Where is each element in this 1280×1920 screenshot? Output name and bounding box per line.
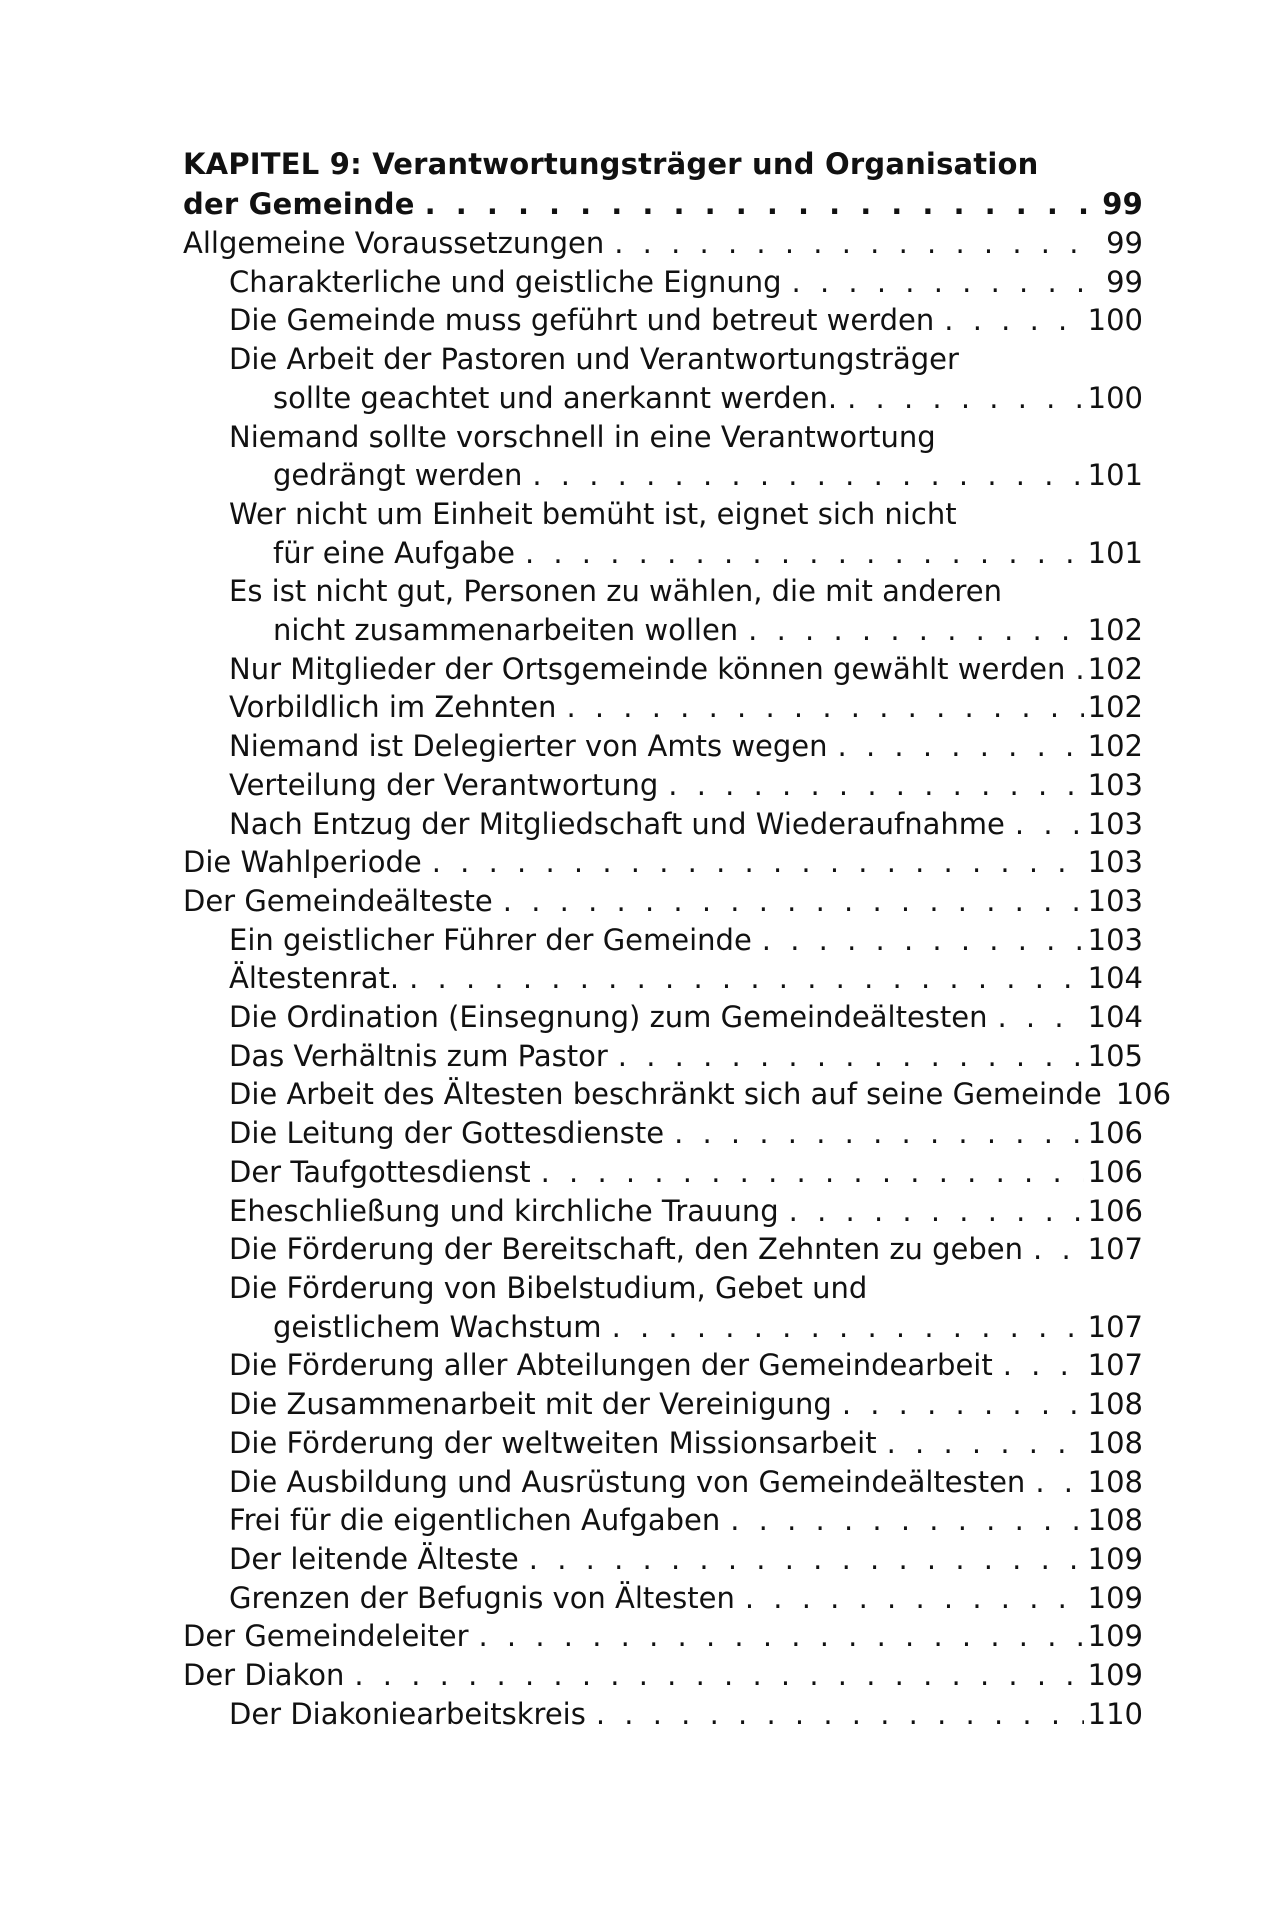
toc-entry-title: Das Verhältnis zum Pastor	[229, 1038, 608, 1073]
toc-entry[interactable]	[183, 998, 1143, 1037]
toc-entry-title-continued: geistlichem Wachstum	[273, 1309, 602, 1344]
toc-entry-page: 103	[1087, 767, 1143, 802]
toc-entry-page: 108	[1087, 1425, 1143, 1460]
dot-leader	[762, 921, 1084, 960]
toc-entry-line-2	[183, 534, 1143, 573]
dot-leader	[529, 1540, 1084, 1579]
dot-leader	[668, 766, 1083, 805]
toc-entry-title: Die Förderung von Bibelstudium, Gebet und	[229, 1270, 868, 1305]
dot-leader	[354, 1656, 1083, 1695]
toc-entry-title: Nur Mitglieder der Ortsgemeinde können gewählt werden	[229, 651, 1066, 686]
toc-entry-title: Niemand sollte vorschnell in eine Verantwortung	[229, 419, 936, 454]
toc-entry-line-2	[183, 1308, 1143, 1347]
toc-entry[interactable]	[183, 1463, 1143, 1502]
dot-leader	[838, 727, 1084, 766]
toc-entry-title: Verteilung der Verantwortung	[229, 767, 659, 802]
toc-entry-page: 103	[1087, 883, 1143, 918]
toc-entry-title: Grenzen der Befugnis von Ältesten	[229, 1580, 735, 1615]
toc-entry-page: 106	[1115, 1077, 1172, 1112]
toc-entry-title: Die Förderung der weltweiten Missionsarbeit	[229, 1425, 877, 1460]
toc-entry-title: Die Leitung der Gottesdienste	[229, 1116, 665, 1151]
toc-entry[interactable]	[183, 805, 1143, 844]
table-of-contents	[183, 144, 1172, 1733]
toc-entry-title-continued: sollte geachtet und anerkannt werden.	[273, 380, 838, 415]
toc-entry-line-1	[183, 495, 1143, 534]
toc-entry-title-continued: für eine Aufgabe	[273, 535, 515, 570]
toc-entry[interactable]	[183, 495, 1143, 572]
toc-entry[interactable]	[183, 1424, 1143, 1463]
toc-entry-title: Charakterliche und geistliche Eignung	[229, 264, 782, 299]
toc-entry[interactable]	[183, 766, 1143, 805]
dot-leader	[479, 1617, 1084, 1656]
dot-leader	[618, 1037, 1084, 1076]
toc-entry[interactable]	[183, 688, 1143, 727]
dot-leader	[1003, 1346, 1084, 1385]
dot-leader	[789, 1192, 1084, 1231]
dot-leader	[944, 301, 1083, 340]
toc-entry[interactable]	[183, 1153, 1143, 1192]
toc-entry-title: Die Ordination (Einsegnung) zum Gemeindeältesten	[229, 1000, 988, 1035]
toc-entry[interactable]	[183, 1385, 1143, 1424]
toc-entry-title: Es ist nicht gut, Personen zu wählen, die mit anderen	[229, 574, 1002, 609]
toc-entry[interactable]	[183, 263, 1143, 302]
dot-leader	[674, 1114, 1084, 1153]
dot-leader	[847, 379, 1084, 418]
toc-entry-title: Frei für die eigentlichen Aufgaben	[229, 1503, 721, 1538]
toc-entry-line-2	[183, 379, 1143, 418]
toc-entry-page: 107	[1087, 1348, 1143, 1383]
toc-entry-page: 103	[1087, 806, 1143, 841]
toc-entry[interactable]	[183, 1695, 1143, 1734]
dot-leader	[748, 611, 1083, 650]
toc-entry-title: Die Ausbildung und Ausrüstung von Gemeindeältesten	[229, 1464, 1026, 1499]
toc-entry[interactable]	[183, 1346, 1143, 1385]
chapter-heading-line-2	[183, 184, 1143, 224]
dot-leader	[532, 456, 1083, 495]
toc-entry-page: 109	[1087, 1658, 1143, 1693]
chapter-heading	[183, 144, 1143, 224]
toc-entry-title: Ältestenrat.	[229, 961, 400, 996]
toc-entry-page: 110	[1087, 1696, 1143, 1731]
toc-entry-page: 106	[1087, 1154, 1143, 1189]
toc-entry-page: 109	[1087, 1541, 1143, 1576]
toc-entry-page: 99	[1106, 264, 1143, 299]
toc-entry[interactable]	[183, 224, 1143, 263]
dot-leader	[998, 998, 1084, 1037]
dot-leader	[425, 184, 1087, 224]
toc-entry[interactable]	[183, 1075, 1172, 1114]
dot-leader	[1035, 1463, 1083, 1502]
toc-entry[interactable]	[183, 959, 1143, 998]
toc-entry-line-2	[183, 611, 1143, 650]
toc-entry[interactable]	[183, 418, 1143, 495]
toc-entry-title-continued: nicht zusammenarbeiten wollen	[273, 613, 739, 648]
toc-entry-page: 102	[1087, 613, 1143, 648]
toc-entry-page: 100	[1087, 380, 1143, 415]
toc-entry-page: 108	[1087, 1387, 1143, 1422]
toc-entry-title: Die Arbeit des Ältesten beschränkt sich auf seine Gemeinde	[229, 1077, 1102, 1112]
dot-leader	[503, 882, 1084, 921]
chapter-title-line-1: KAPITEL 9: Verantwortungsträger und Organisation	[183, 147, 1039, 181]
toc-entry-title-continued: gedrängt werden	[273, 458, 523, 493]
dot-leader	[792, 263, 1087, 302]
toc-entry-page: 108	[1087, 1503, 1143, 1538]
toc-entry-title: Die Gemeinde muss geführt und betreut werden	[229, 303, 935, 338]
dot-leader	[1015, 805, 1084, 844]
dot-leader	[1033, 1230, 1084, 1269]
toc-entry-title: Die Wahlperiode	[183, 845, 422, 880]
dot-leader	[525, 534, 1084, 573]
toc-entry-title: Der Diakoniearbeitskreis	[229, 1696, 586, 1731]
toc-entry[interactable]	[183, 1579, 1143, 1618]
toc-entry-line-1	[183, 340, 1143, 379]
toc-entries	[183, 224, 1172, 1733]
toc-entry-page: 101	[1087, 458, 1143, 493]
toc-entry-title: Der Gemeindeleiter	[183, 1619, 469, 1654]
toc-entry-page: 106	[1087, 1193, 1143, 1228]
toc-entry[interactable]	[183, 1540, 1143, 1579]
toc-entry-page: 102	[1087, 651, 1143, 686]
dot-leader	[614, 224, 1087, 263]
toc-entry-page: 108	[1087, 1464, 1143, 1499]
dot-leader	[730, 1501, 1083, 1540]
toc-entry[interactable]	[183, 572, 1143, 649]
dot-leader	[541, 1153, 1084, 1192]
toc-entry-line-2	[183, 456, 1143, 495]
toc-entry-page: 103	[1087, 845, 1143, 880]
toc-entry-page: 106	[1087, 1116, 1143, 1151]
toc-entry[interactable]	[183, 1656, 1143, 1695]
toc-entry[interactable]	[183, 882, 1143, 921]
toc-entry-title: Der Taufgottesdienst	[229, 1154, 531, 1189]
toc-entry-line-1	[183, 418, 1143, 457]
toc-entry-page: 107	[1087, 1232, 1143, 1267]
toc-entry-title: Wer nicht um Einheit bemüht ist, eignet sich nicht	[229, 496, 957, 531]
toc-entry[interactable]	[183, 921, 1143, 960]
toc-entry[interactable]	[183, 727, 1143, 766]
toc-entry-page: 102	[1087, 729, 1143, 764]
dot-leader	[596, 1695, 1084, 1734]
dot-leader	[409, 959, 1084, 998]
toc-entry[interactable]	[183, 1230, 1143, 1269]
toc-entry-line-1	[183, 572, 1143, 611]
dot-leader	[842, 1385, 1084, 1424]
toc-entry-title: Der Diakon	[183, 1658, 345, 1693]
toc-entry[interactable]	[183, 1501, 1143, 1540]
toc-entry-title: Die Förderung aller Abteilungen der Gemeindearbeit	[229, 1348, 993, 1383]
toc-entry[interactable]	[183, 650, 1143, 689]
toc-entry-title: Die Arbeit der Pastoren und Verantwortungsträger	[229, 342, 959, 377]
toc-entry-page: 109	[1087, 1580, 1143, 1615]
toc-entry[interactable]	[183, 1037, 1143, 1076]
toc-entry-page: 104	[1087, 961, 1143, 996]
toc-entry-title: Der Gemeindeälteste	[183, 883, 493, 918]
toc-entry[interactable]	[183, 1192, 1143, 1231]
toc-entry-page: 109	[1087, 1619, 1143, 1654]
toc-entry[interactable]	[183, 340, 1143, 417]
toc-entry[interactable]	[183, 1269, 1143, 1346]
toc-entry[interactable]	[183, 1617, 1143, 1656]
toc-entry-title: Niemand ist Delegierter von Amts wegen	[229, 729, 828, 764]
toc-entry-title: Nach Entzug der Mitgliedschaft und Wiederaufnahme	[229, 806, 1005, 841]
toc-entry-title: Die Förderung der Bereitschaft, den Zehnten zu geben	[229, 1232, 1024, 1267]
toc-entry-page: 100	[1087, 303, 1143, 338]
toc-entry[interactable]	[183, 843, 1143, 882]
toc-entry-page: 105	[1087, 1038, 1143, 1073]
toc-entry-page: 101	[1087, 535, 1143, 570]
dot-leader	[612, 1308, 1084, 1347]
dot-leader	[745, 1579, 1084, 1618]
toc-entry-page: 103	[1087, 922, 1143, 957]
toc-entry-title: Allgemeine Voraussetzungen	[183, 226, 605, 260]
toc-entry-title: Die Zusammenarbeit mit der Vereinigung	[229, 1387, 832, 1422]
chapter-title-line-2: der Gemeinde	[183, 187, 415, 221]
toc-entry-line-1	[183, 1269, 1143, 1308]
toc-entry[interactable]	[183, 1114, 1143, 1153]
toc-entry-page: 107	[1087, 1309, 1143, 1344]
chapter-page-number: 99	[1102, 187, 1143, 221]
dot-leader	[432, 843, 1084, 882]
dot-leader	[1075, 650, 1083, 689]
toc-entry-title: Ein geistlicher Führer der Gemeinde	[229, 922, 752, 957]
chapter-heading-line-1	[183, 144, 1143, 184]
toc-entry-page: 99	[1106, 226, 1143, 260]
toc-entry-page: 104	[1087, 1000, 1143, 1035]
dot-leader	[887, 1424, 1084, 1463]
toc-entry[interactable]	[183, 301, 1143, 340]
toc-entry-title: Vorbildlich im Zehnten	[229, 690, 557, 725]
toc-entry-title: Der leitende Älteste	[229, 1541, 519, 1576]
toc-entry-title: Eheschließung und kirchliche Trauung	[229, 1193, 779, 1228]
toc-entry-page: 102	[1087, 690, 1143, 725]
dot-leader	[566, 688, 1083, 727]
